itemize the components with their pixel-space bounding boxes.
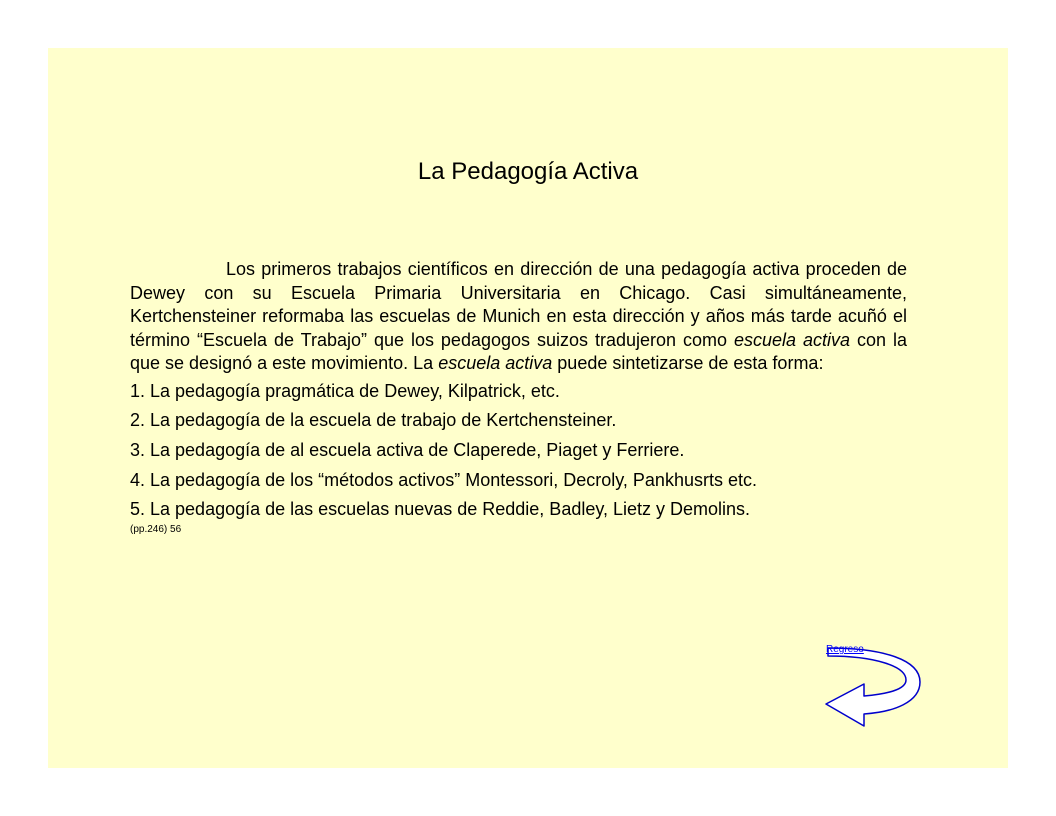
list-item: 2. La pedagogía de la escuela de trabajo de Kertchensteiner. xyxy=(130,410,617,431)
list-item: 1. La pedagogía pragmática de Dewey, Kilpatrick, etc. xyxy=(130,380,560,401)
emphasis-escuela-activa-1: escuela activa xyxy=(733,329,850,350)
emphasis-escuela-activa-2: escuela activa xyxy=(438,353,553,373)
back-button[interactable] xyxy=(824,642,924,746)
end-text: puede sintetizarse de esta forma: xyxy=(557,353,824,373)
citation: (pp.246) 56 xyxy=(130,523,182,535)
mid-text: con la que se designó a este movimiento. La xyxy=(130,329,907,373)
curved-return-arrow-icon xyxy=(824,642,924,746)
list-item: 4. La pedagogía de los “métodos activos” Montessori, Decroly, Pankhusrts etc. xyxy=(130,469,757,490)
pedagogy-list xyxy=(130,380,907,522)
back-link[interactable]: Regreso xyxy=(826,644,864,655)
intro-paragraph xyxy=(130,258,907,376)
slide-body xyxy=(130,258,907,536)
intro-text: Los primeros trabajos científicos en dirección de una pedagogía activa proceden de Dewey con su Escuela Primaria Universitaria en Chicago. Casi simultáneamente, Kertchensteiner reformaba las escuelas de Munich en esta dirección y años más tarde acuñó el término “Escuela de Trabajo” que los pedagogos suizos tradujeron como xyxy=(130,259,907,350)
slide xyxy=(48,48,1008,768)
list-item: 3. La pedagogía de al escuela activa de Claperede, Piaget y Ferriere. xyxy=(130,439,685,460)
list-item: 5. La pedagogía de las escuelas nuevas de Reddie, Badley, Lietz y Demolins. xyxy=(130,499,751,520)
slide-title: La Pedagogía Activa xyxy=(417,158,639,185)
